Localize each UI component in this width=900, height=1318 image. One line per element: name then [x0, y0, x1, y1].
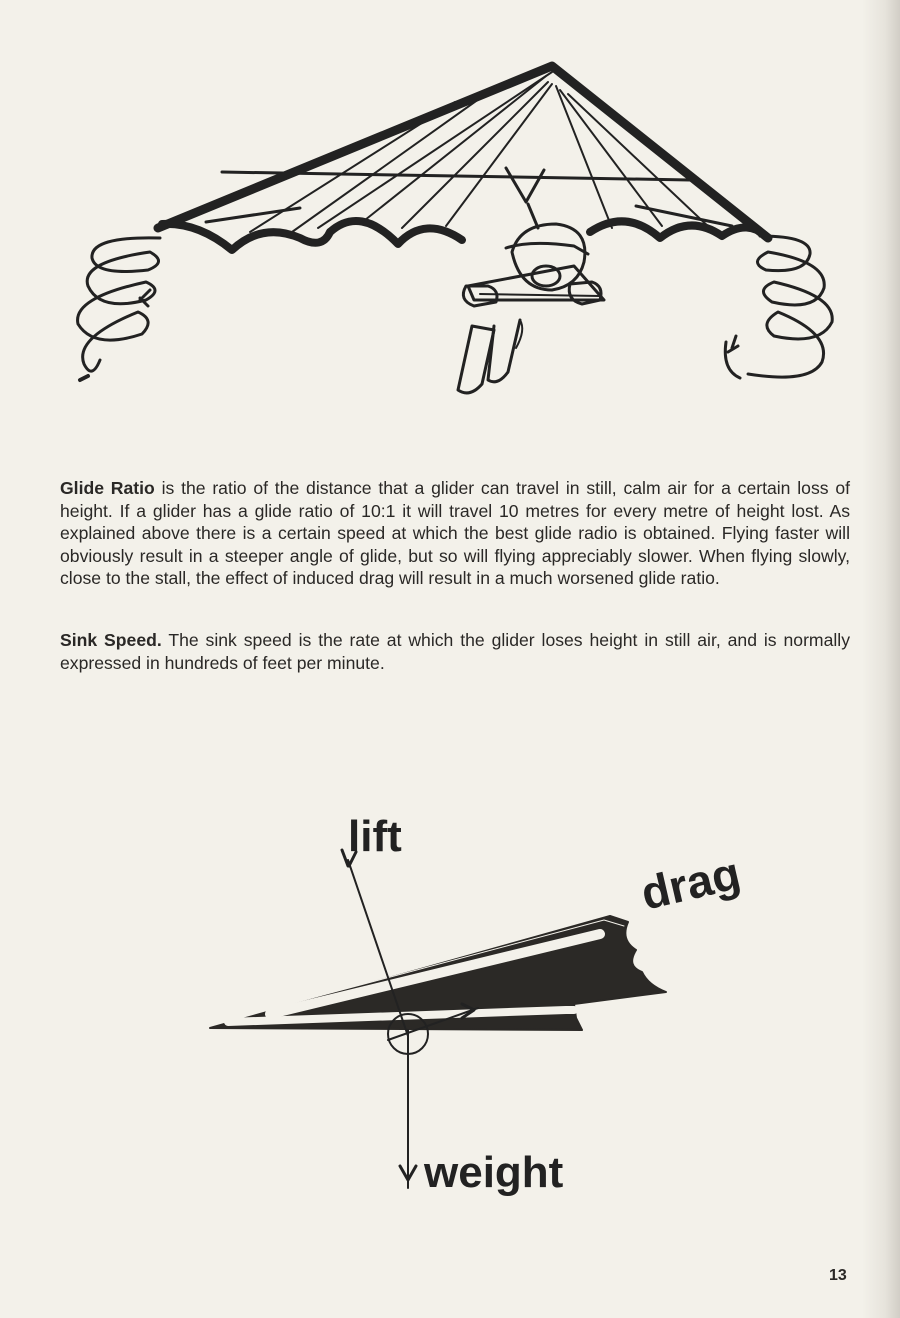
glide-ratio-text: is the ratio of the distance that a glider can travel in still, calm air for a certain loss of height. If a glider has a glide ratio of 10:1 it will travel 10 metres for every metre of height lost. As explained above there is a certain speed at which the best glide radio is obtained. Flying faster will obviously result in a steeper angle of glide, but so will flying appreciably slower. When flying slowly, close to the stall, the effect of induced drag will result in a much worsened glide ratio.	[60, 478, 850, 588]
lift-label: lift	[348, 812, 402, 861]
drag-label: drag	[636, 846, 746, 920]
page-spine-shadow	[862, 0, 900, 1318]
page-number: 13	[829, 1267, 847, 1284]
glide-ratio-term: Glide Ratio	[60, 478, 155, 498]
sink-speed-term: Sink Speed.	[60, 630, 162, 650]
weight-label: weight	[424, 1148, 564, 1197]
sink-speed-text: The sink speed is the rate at which the glider loses height in still air, and is normally expressed in hundreds of feet per minute.	[60, 630, 850, 673]
